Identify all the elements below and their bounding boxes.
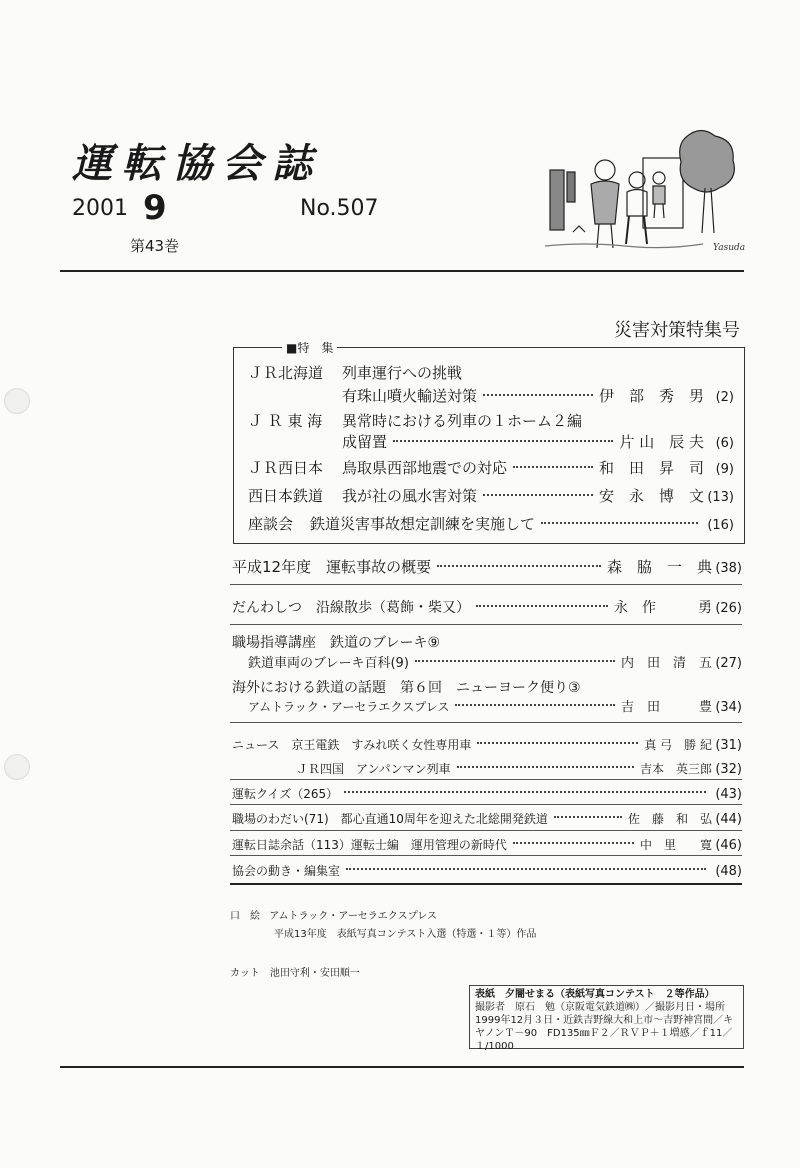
feature-item[interactable] xyxy=(248,362,734,383)
frontispiece-credit xyxy=(230,907,437,922)
feature-author: 伊 部 秀 男 xyxy=(598,387,704,405)
feature-title: 鳥取県西部地震での対応 xyxy=(342,459,508,477)
header-rule xyxy=(60,270,744,272)
divider xyxy=(230,722,742,723)
page-number: (2) xyxy=(715,390,734,405)
cover-note-line: １/1000 xyxy=(475,1041,514,1052)
feature-title: 我が社の風水害対策 xyxy=(342,487,478,505)
page-number: (34) xyxy=(715,700,742,715)
feature-title: 列車運行への挑戦 xyxy=(342,364,463,382)
divider xyxy=(230,624,742,625)
punch-hole-top xyxy=(4,388,30,414)
magazine-title: 運転協会誌 xyxy=(72,141,322,187)
feature-item-line[interactable] xyxy=(342,431,734,452)
footer-rule xyxy=(60,1066,744,1068)
toc-item[interactable] xyxy=(232,632,742,652)
toc-author: 森 脇 一 典 xyxy=(606,558,712,576)
toc-author: 真 弓 勝 紀 xyxy=(644,738,712,752)
toc-title: 協会の動き・編集室 xyxy=(232,864,341,878)
divider xyxy=(230,830,742,831)
toc-title: ニュース 京王電鉄 すみれ咲く女性専用車 xyxy=(232,738,472,752)
page-number: (44) xyxy=(715,812,742,827)
divider xyxy=(230,883,742,885)
divider xyxy=(230,855,742,856)
divider xyxy=(230,804,742,805)
feature-item[interactable] xyxy=(248,513,734,534)
frontispiece-label: 口 絵 xyxy=(230,911,260,922)
feature-item-line[interactable] xyxy=(342,385,734,406)
page-number: (46) xyxy=(715,838,742,853)
special-issue-title: 災害対策特集号 xyxy=(614,320,740,341)
toc-author: 中 里 寛 xyxy=(639,838,712,852)
feature-item[interactable] xyxy=(248,485,734,506)
page-number: (48) xyxy=(715,864,742,879)
feature-item[interactable] xyxy=(248,410,734,431)
toc-item[interactable] xyxy=(296,760,742,777)
feature-section: ＪＲ北海道 xyxy=(248,364,324,382)
feature-title: 成留置 xyxy=(342,433,388,451)
toc-author: 永 作 勇 xyxy=(614,600,712,616)
page-number: (27) xyxy=(715,656,742,671)
header-illustration xyxy=(545,128,745,260)
toc-title: 運転日誌余話（113）運転士編 運用管理の新時代 xyxy=(232,838,507,852)
feature-item[interactable] xyxy=(248,457,734,478)
page-number: (16) xyxy=(707,518,734,533)
divider xyxy=(230,584,742,585)
toc-title: 海外における鉄道の話題 第６回 ニューヨーク便り③ xyxy=(232,680,581,696)
toc-title: 職場のわだい(71) 都心直通10周年を迎えた北総開発鉄道 xyxy=(232,812,548,826)
page-number: (26) xyxy=(715,601,742,616)
feature-author: 片 山 辰 夫 xyxy=(619,433,704,451)
feature-author: 安 永 博 文 xyxy=(598,487,704,505)
toc-title: ＪＲ四国 アンパンマン列車 xyxy=(296,762,451,776)
toc-item[interactable] xyxy=(232,556,742,577)
toc-author: 内 田 清 五 xyxy=(620,656,712,671)
cover-note-line: 1999年12月３日・近鉄吉野線大和上市～吉野神宮間／キ xyxy=(475,1015,734,1026)
toc-item[interactable] xyxy=(232,597,742,617)
feature-section: Ｊ Ｒ 東 海 xyxy=(248,412,323,430)
illustration-signature: Yasuda xyxy=(713,243,745,253)
toc-author: 佐 藤 和 弘 xyxy=(627,812,712,826)
feature-author: 和 田 昇 司 xyxy=(598,459,704,477)
toc-title: 平成12年度 運転事故の概要 xyxy=(232,558,432,576)
issue-month: 9 xyxy=(143,188,167,228)
divider xyxy=(230,779,742,780)
toc-title: 運転クイズ（265） xyxy=(232,787,339,801)
page-number: (9) xyxy=(715,462,734,477)
page-number: (6) xyxy=(715,436,734,451)
toc-author: 吉 田 豊 xyxy=(620,700,712,715)
feature-label: ■特 集 xyxy=(282,339,337,356)
cover-note-line: 表紙 夕闇せまる（表紙写真コンテスト ２等作品） xyxy=(475,989,715,1000)
feature-title: 異常時における列車の１ホーム２編 xyxy=(342,412,583,430)
feature-section: 座談会 xyxy=(248,515,294,533)
toc-item[interactable] xyxy=(232,836,742,853)
page-number: (43) xyxy=(715,787,742,802)
issue-number: No.507 xyxy=(300,196,379,221)
toc-item[interactable] xyxy=(232,677,742,697)
feature-title: 鉄道災害事故想定訓練を実施して xyxy=(310,515,536,533)
page-number: (38) xyxy=(715,561,742,576)
cover-note xyxy=(469,985,744,1052)
toc-item[interactable] xyxy=(232,862,742,879)
toc-author: 吉本 英三郎 xyxy=(639,762,712,776)
toc-item-line[interactable] xyxy=(248,652,742,671)
toc-subtitle: アムトラック・アーセラエクスプレス xyxy=(248,700,450,714)
frontispiece-line: アムトラック・アーセラエクスプレス xyxy=(269,911,437,922)
frontispiece-line: 平成13年度 表紙写真コンテスト入選（特選・１等）作品 xyxy=(274,929,537,940)
toc-item-line[interactable] xyxy=(248,696,742,715)
cover-note-line: ヤノンＴ－90 FD135㎜Ｆ２／ＲＶＰ＋１増感／ｆ11／ xyxy=(475,1028,733,1039)
toc-title: 職場指導講座 鉄道のブレーキ⑨ xyxy=(232,635,440,651)
volume-number: 第43巻 xyxy=(130,237,180,255)
toc-subtitle: 鉄道車両のブレーキ百科(9) xyxy=(248,656,409,671)
toc-item[interactable] xyxy=(232,736,742,753)
cut-credit: カット 池田守利・安田順一 xyxy=(230,968,360,979)
toc-title: だんわしつ 沿線散歩（葛飾・柴又） xyxy=(232,600,470,616)
page-number: (13) xyxy=(707,490,734,505)
toc-item[interactable] xyxy=(232,785,742,802)
feature-section: ＪＲ西日本 xyxy=(248,459,324,477)
toc-item[interactable] xyxy=(232,810,742,827)
feature-title: 有珠山噴火輸送対策 xyxy=(342,387,478,405)
feature-section: 西日本鉄道 xyxy=(248,487,324,505)
punch-hole-bottom xyxy=(4,754,30,780)
page-number: (32) xyxy=(715,762,742,777)
page-number: (31) xyxy=(715,738,742,753)
issue-year: 2001 xyxy=(72,196,128,221)
cover-note-line: 撮影者 原石 勉（京阪電気鉄道㈱）／撮影月日・場所 xyxy=(475,1002,725,1013)
